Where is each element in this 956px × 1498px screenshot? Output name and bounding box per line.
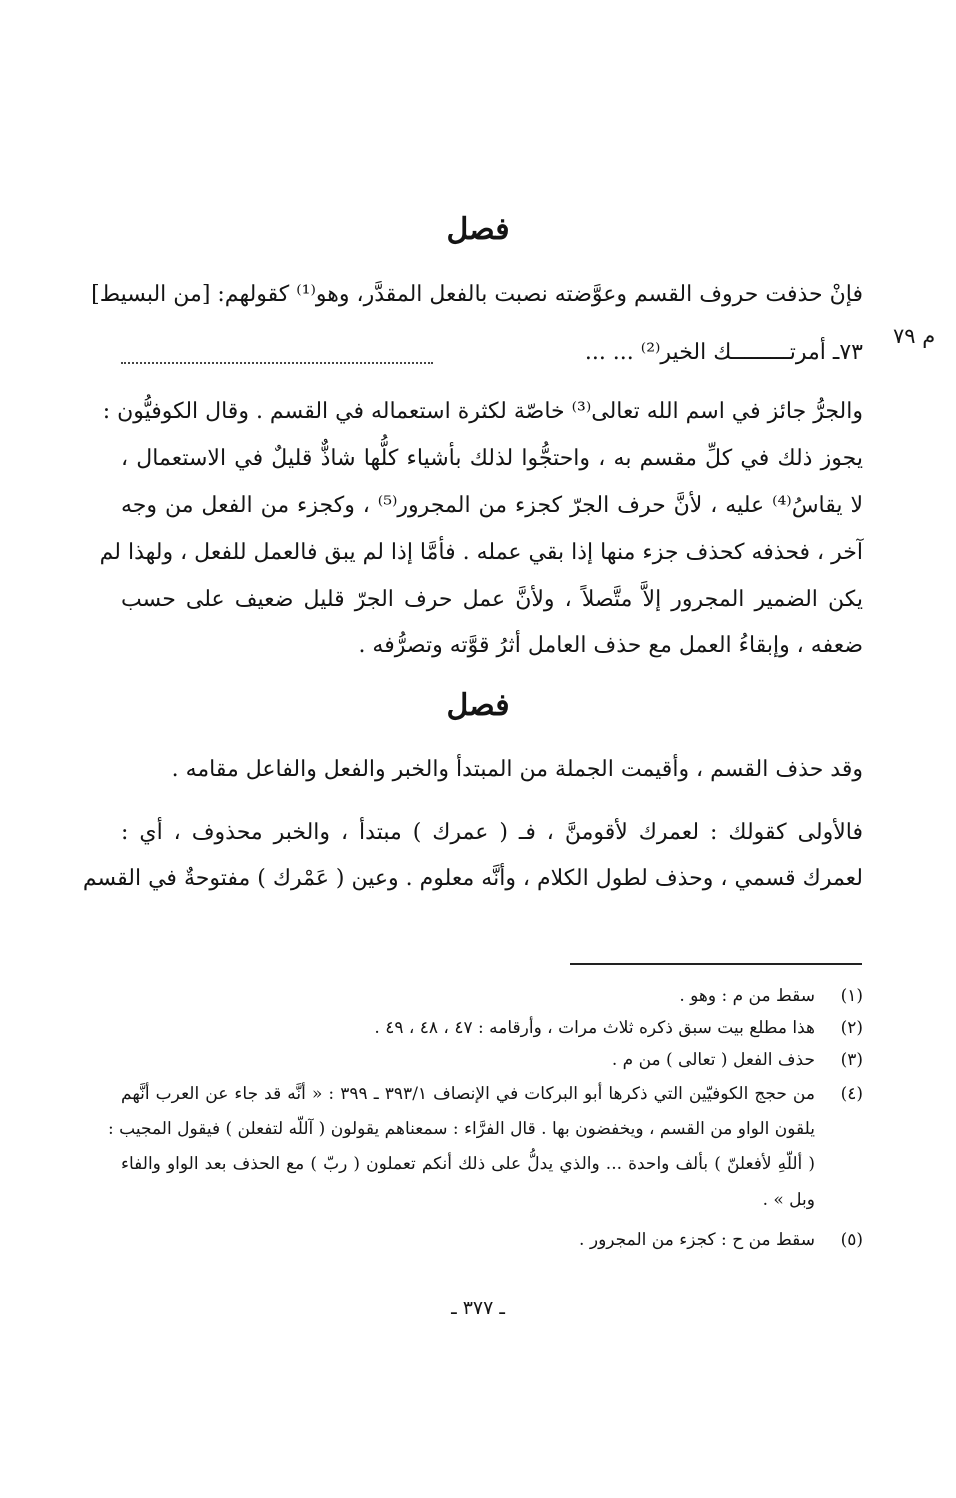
verse-text: ٧٣ـ أمرتـــــــــك الخير⁽²⁾ ... ...	[584, 340, 863, 365]
footnote-text: ( أللّهِ لأفعلنّ ) بألف واحدة ... والذي يدلُّ على ذلك أنكم تعملون ( ربّ ) مع الحذف بعد الواو والفاء	[121, 1154, 815, 1174]
verse-dots	[121, 348, 433, 364]
footnote-text: هذا مطلع بيت سبق ذكره ثلاث مرات ، وأرقامه : ٤٧ ، ٤٨ ، ٤٩ .	[374, 1018, 815, 1038]
section-heading: فصل	[446, 688, 510, 723]
paragraph-line: يجوز ذلك في كلِّ مقسم به ، واحتجُّوا لذلك بأشياء كلُّها شاذٌّ قليلٌ في الاستعمال ،	[121, 446, 863, 471]
verse-line	[121, 340, 863, 374]
section-heading: فصل	[446, 212, 510, 247]
paragraph-line: آخر ، فحذفه كحذف جزء منها إذا بقي عمله . فأمَّا إذا لم يبق فالعمل للفعل ، ولهذا لم	[99, 540, 863, 565]
paragraph-line: يكن الضمير المجرور إلاَّ متَّصلاً ، ولأنَّ عمل حرف الجرّ قليل ضعيف على حسب	[121, 587, 863, 612]
footnote-number: (٤)	[840, 1084, 863, 1104]
paragraph-line: لا يقاسُ⁽⁴⁾ عليه ، لأنَّ حرف الجرّ كجزء من المجرور⁽⁵⁾ ، وكجزء من الفعل من وجه	[121, 493, 863, 518]
paragraph-line: فإنْ حذفت حروف القسم وعوَّضته نصبت بالفعل المقدَّر، وهو⁽¹⁾ كقولهم: [من البسيط]	[91, 282, 863, 307]
page-number: ـ ٣٧٧ ـ	[451, 1297, 505, 1319]
footnote-number: (٢)	[840, 1018, 863, 1038]
paragraph-line: والجرُّ جائز في اسم الله تعالى⁽³⁾ خاصّة لكثرة استعماله في القسم . وقال الكوفيُّون :	[102, 399, 863, 424]
paragraph-line: وقد حذف القسم ، وأقيمت الجملة من المبتدأ والخبر والفعل والفاعل مقامه .	[171, 757, 863, 782]
footnote-text: يلقون الواو من القسم ، ويخفضون بها . قال الفرَّاء : سمعناهم يقولون ( آللّه لتفعلن ) فيقول المجيب :	[108, 1119, 815, 1139]
paragraph-line: فالأولى كقولك : لعمرك لأقومنَّ ، فـ ( عمرك ) مبتدأ ، والخبر محذوف ، أي :	[121, 820, 863, 845]
footnote-text: من حجج الكوفيّين التي ذكرها أبو البركات في الإنصاف ٣٩٣/١ ـ ٣٩٩ : « أنَّه قد جاء عن العرب أنَّهم	[121, 1084, 815, 1104]
footnote-number: (٥)	[840, 1230, 863, 1250]
margin-note: م ٧٩	[893, 324, 936, 348]
footnote-text: سقط من ح : كجزء من المجرور .	[579, 1230, 815, 1250]
paragraph-line: لعمرك قسمي ، وحذف لطول الكلام ، وأنَّه معلوم . وعين ( عَمْرك ) مفتوحةٌ في القسم	[82, 866, 863, 891]
footnote-text: سقط من م : وهو .	[679, 986, 815, 1006]
footnote-number: (٣)	[840, 1050, 863, 1070]
footnote-separator	[570, 963, 862, 965]
paragraph-line: ضعفه ، وإبقاءُ العمل مع حذف العامل أثرُ قوَّته وتصرُّفه .	[358, 633, 863, 658]
footnote-number: (١)	[840, 986, 863, 1006]
footnote-text: وبل » .	[762, 1190, 815, 1210]
footnote-text: حذف الفعل ( تعالى ) من م .	[611, 1050, 815, 1070]
